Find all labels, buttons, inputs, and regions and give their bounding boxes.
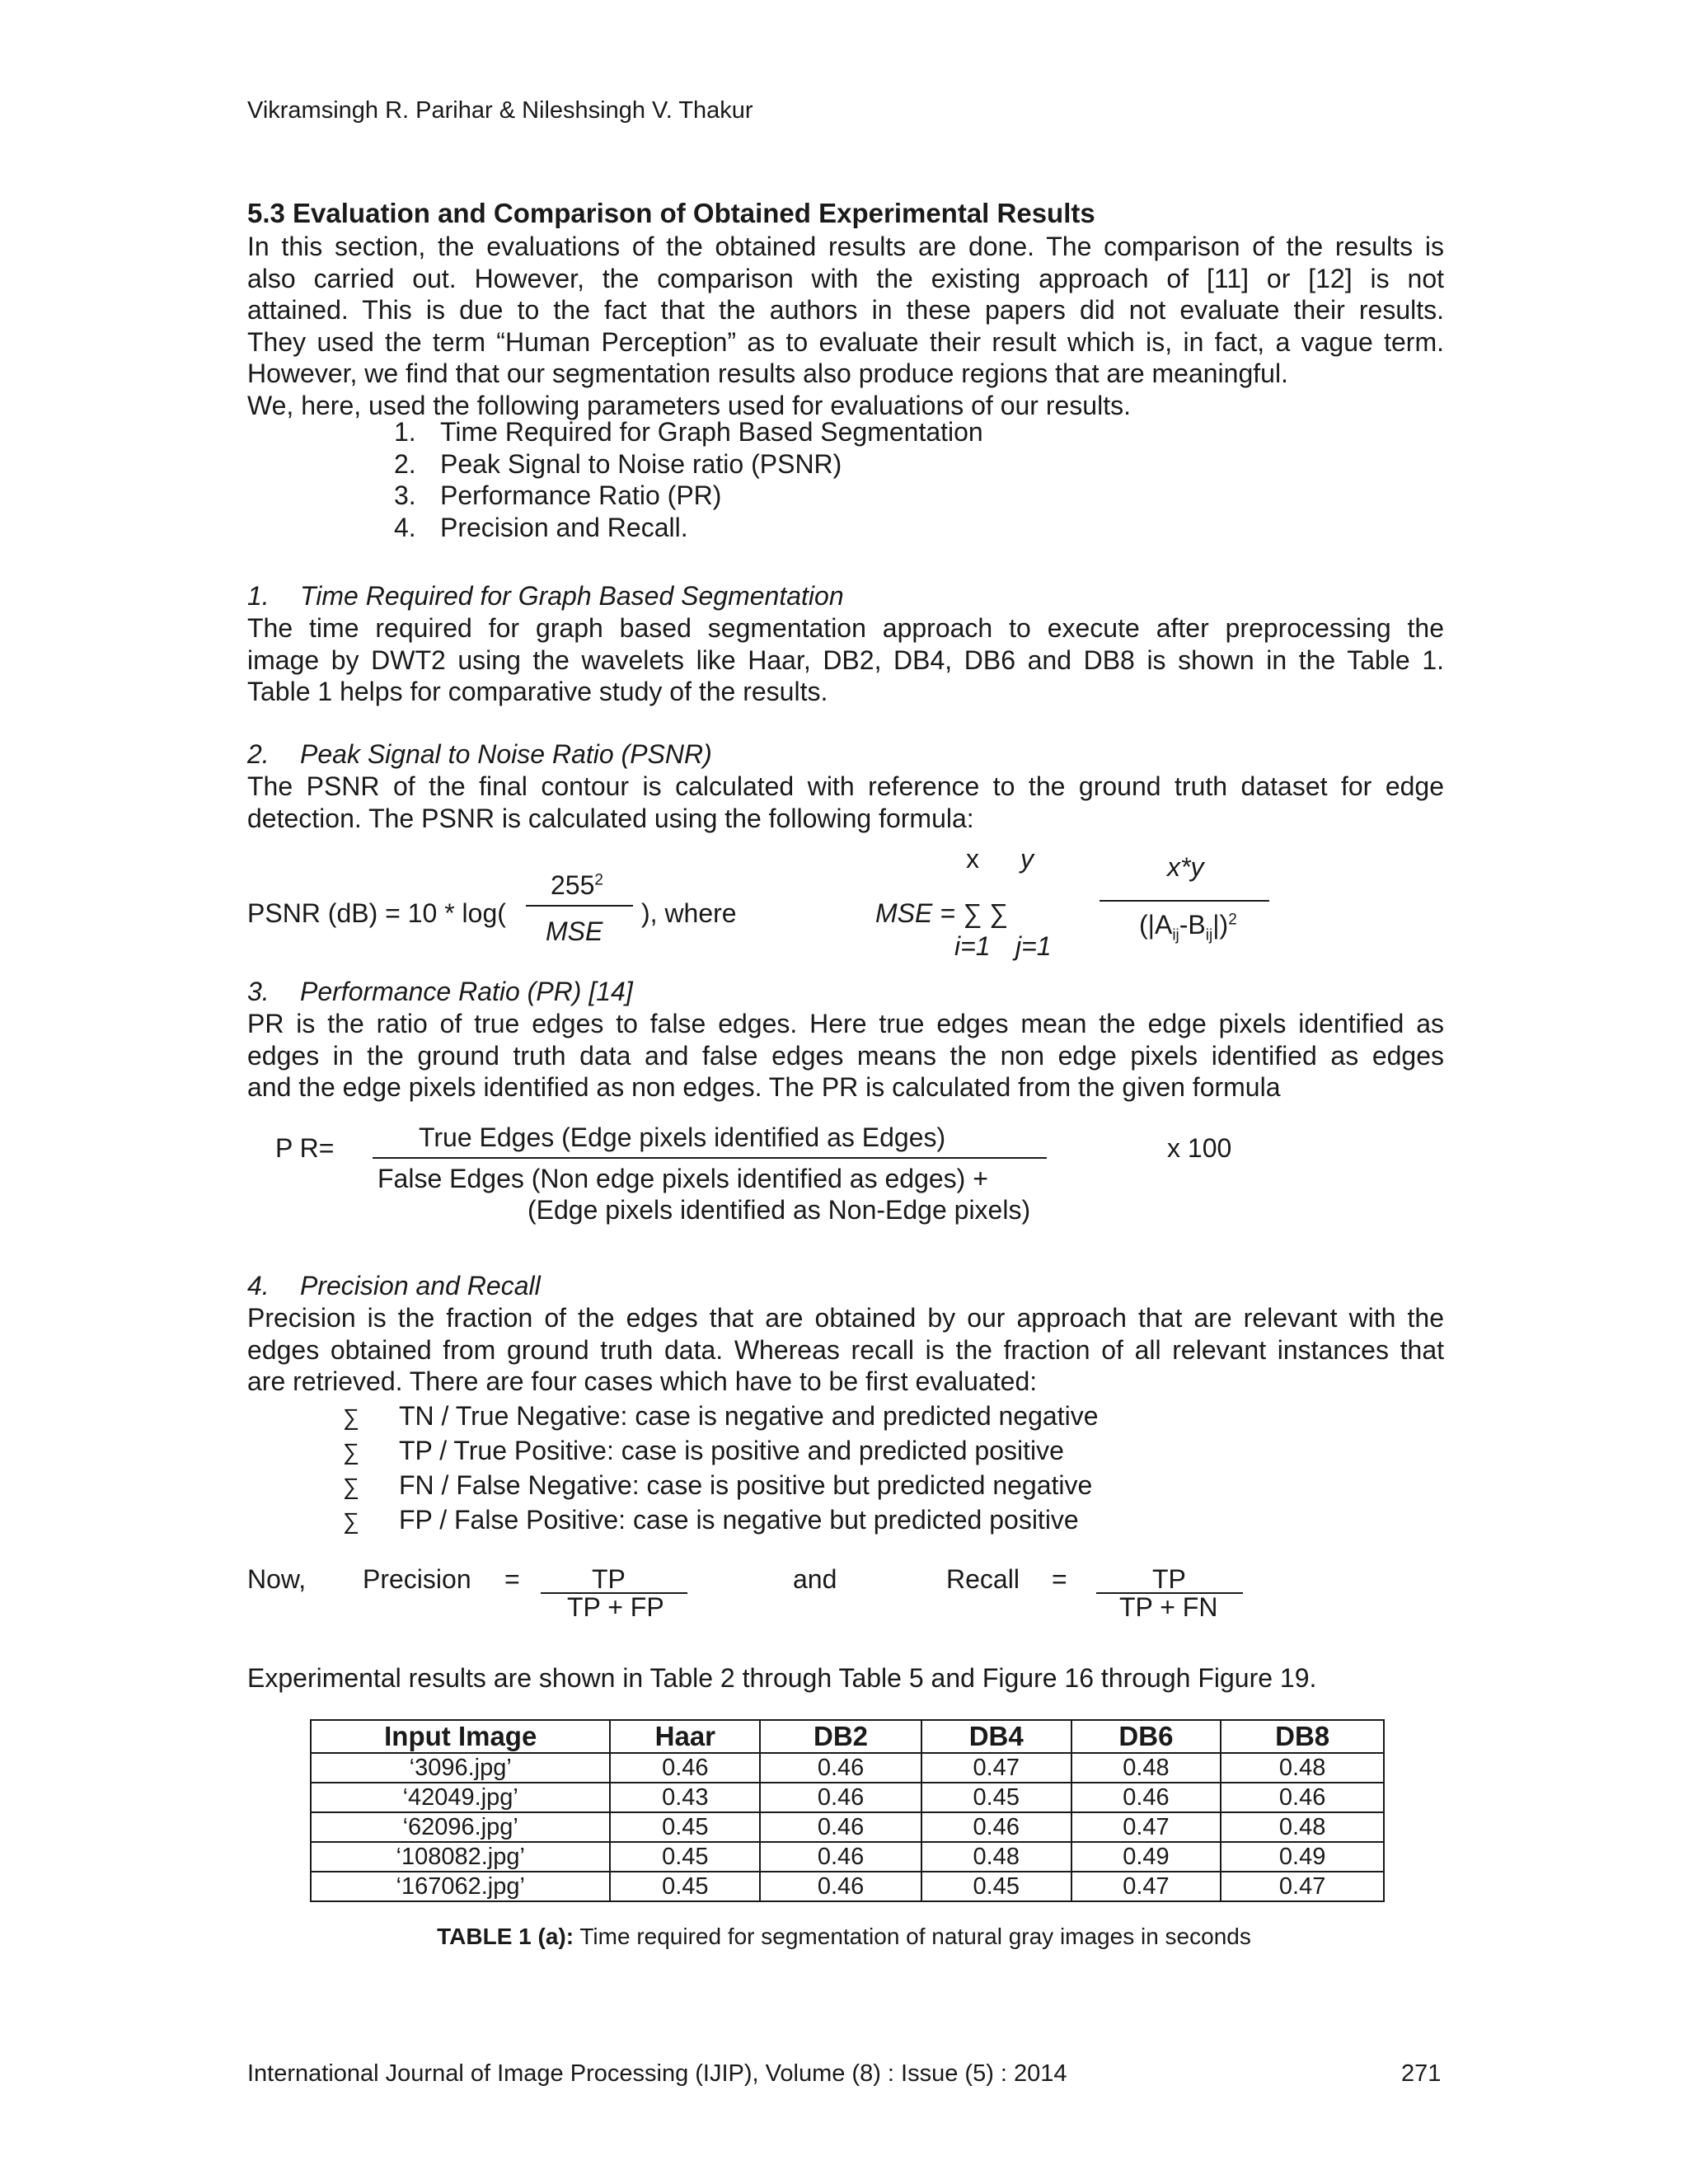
table-cell: 0.47 bbox=[921, 1753, 1071, 1783]
recall-denominator: TP + FN bbox=[1119, 1592, 1218, 1622]
psnr-numerator: $255^2$ bbox=[551, 870, 603, 900]
table-cell: 0.49 bbox=[1071, 1842, 1221, 1872]
psnr-fraction-bar bbox=[526, 905, 633, 907]
now-label: Now, bbox=[247, 1564, 307, 1594]
paragraph-line: image by DWT2 using the wavelets like Haar, DB2, DB4, DB6 and DB8 is shown in the Table 1. bbox=[247, 644, 1444, 675]
sigma-bullet-icon: ∑ bbox=[343, 1439, 359, 1465]
list-item: 1. Time Required for Graph Based Segmentation bbox=[394, 417, 983, 447]
list-item: ∑ TN / True Negative: case is negative and predicted negative bbox=[343, 1399, 1098, 1434]
mse-upper-y: y bbox=[1020, 844, 1034, 874]
pr-multiplier: x 100 bbox=[1167, 1133, 1232, 1163]
table-cell: 0.46 bbox=[921, 1812, 1071, 1842]
table-cell: 0.43 bbox=[610, 1783, 760, 1812]
table-cell: 0.46 bbox=[760, 1872, 921, 1901]
table-cell: 0.47 bbox=[1071, 1872, 1221, 1901]
column-header: DB2 bbox=[760, 1720, 921, 1753]
sigma-bullet-icon: ∑ bbox=[343, 1474, 359, 1499]
running-header: Vikramsingh R. Parihar & Nileshsingh V. Thakur bbox=[247, 97, 753, 124]
precision-equals: = bbox=[504, 1564, 520, 1594]
pr-fraction-bar bbox=[373, 1157, 1047, 1159]
table-row bbox=[311, 1872, 1384, 1901]
mse-lower-j: j=1 bbox=[1015, 931, 1052, 961]
results-note: Experimental results are shown in Table 2 through Table 5 and Figure 16 through Figure 19. bbox=[247, 1663, 1317, 1693]
paragraph-line: edges obtained from ground truth data. Whereas recall is the fraction of all relevant instances that bbox=[247, 1334, 1444, 1365]
column-header: Haar bbox=[610, 1720, 760, 1753]
table-cell: 0.47 bbox=[1221, 1872, 1384, 1901]
table-cell: ‘108082.jpg’ bbox=[311, 1842, 610, 1872]
mse-fraction-bar bbox=[1100, 900, 1269, 902]
and-label: and bbox=[793, 1564, 837, 1594]
table-cell: 0.45 bbox=[610, 1812, 760, 1842]
page-number: 271 bbox=[1401, 2060, 1442, 2087]
pr-denominator-1: False Edges (Non edge pixels identified as edges) + bbox=[377, 1164, 988, 1193]
column-header: Input Image bbox=[311, 1720, 610, 1753]
sigma-bullet-icon: ∑ bbox=[343, 1508, 359, 1534]
table-cell: 0.46 bbox=[760, 1753, 921, 1783]
table-cell: 0.48 bbox=[1221, 1753, 1384, 1783]
column-header: DB8 bbox=[1221, 1720, 1384, 1753]
precision-label: Precision bbox=[363, 1564, 471, 1594]
mse-lower-i: i=1 bbox=[954, 931, 991, 961]
table-cell: 0.45 bbox=[610, 1842, 760, 1872]
section-title: 5.3 Evaluation and Comparison of Obtained Experimental Results bbox=[247, 198, 1095, 228]
intro-line: We, here, used the following parameters used for evaluations of our results. bbox=[247, 390, 1131, 420]
psnr-close: ), where bbox=[641, 898, 737, 928]
table-cell: 0.48 bbox=[921, 1842, 1071, 1872]
list-item: ∑ FN / False Negative: case is positive but predicted negative bbox=[343, 1469, 1098, 1503]
recall-equals: = bbox=[1052, 1564, 1067, 1594]
table-row bbox=[311, 1783, 1384, 1812]
subsection-1-title: 1. Time Required for Graph Based Segmentation bbox=[247, 581, 844, 611]
paragraph-line: The PSNR of the final contour is calculated with reference to the ground truth dataset for edge bbox=[247, 771, 1444, 801]
pr-lhs: P R= bbox=[275, 1133, 335, 1163]
mse-upper-x: x bbox=[966, 844, 979, 874]
table-cell: 0.46 bbox=[760, 1842, 921, 1872]
paragraph-line: are retrieved. There are four cases which have to be first evaluated: bbox=[247, 1366, 1038, 1396]
paragraph-line: PR is the ratio of true edges to false edges. Here true edges mean the edge pixels identified as bbox=[247, 1009, 1444, 1038]
psnr-lhs: PSNR (dB) = 10 * log( bbox=[247, 898, 506, 928]
table-cell: 0.45 bbox=[610, 1872, 760, 1901]
table-cell: ‘167062.jpg’ bbox=[311, 1872, 610, 1901]
table-cell: ‘42049.jpg’ bbox=[311, 1783, 610, 1812]
table-cell: 0.47 bbox=[1071, 1812, 1221, 1842]
subsection-4-title: 4. Precision and Recall bbox=[247, 1271, 541, 1301]
intro-paragraph bbox=[247, 231, 1444, 421]
intro-line: They used the term “Human Perception” as to evaluate their result which is, in fact, a vague term. bbox=[247, 326, 1444, 357]
table-cell: 0.46 bbox=[610, 1753, 760, 1783]
precision-denominator: TP + FP bbox=[567, 1592, 664, 1622]
table-cell: 0.46 bbox=[760, 1812, 921, 1842]
list-item: 2. Peak Signal to Noise ratio (PSNR) bbox=[394, 448, 842, 479]
journal-footer: International Journal of Image Processing (IJIP), Volume (8) : Issue (5) : 2014 bbox=[247, 2060, 1067, 2087]
table-row bbox=[311, 1842, 1384, 1872]
pr-denominator-2: (Edge pixels identified as Non-Edge pixels) bbox=[528, 1195, 1031, 1225]
table-cell: 0.48 bbox=[1071, 1753, 1221, 1783]
list-item: ∑ FP / False Positive: case is negative but predicted positive bbox=[343, 1503, 1098, 1538]
table-cell: 0.46 bbox=[1071, 1783, 1221, 1812]
recall-label: Recall bbox=[946, 1564, 1020, 1594]
table-cell: 0.46 bbox=[1221, 1783, 1384, 1812]
table-row bbox=[311, 1753, 1384, 1783]
list-item: 3. Performance Ratio (PR) bbox=[394, 480, 722, 510]
table-cell: 0.46 bbox=[760, 1783, 921, 1812]
table-cell: 0.45 bbox=[921, 1872, 1071, 1901]
sigma-bullet-icon: ∑ bbox=[343, 1404, 359, 1430]
paragraph-line: detection. The PSNR is calculated using the following formula: bbox=[247, 803, 974, 833]
paragraph-line: The time required for graph based segmentation approach to execute after preprocessing the bbox=[247, 613, 1444, 643]
precision-numerator: TP bbox=[592, 1564, 626, 1594]
column-header: DB6 bbox=[1071, 1720, 1221, 1753]
mse-frac-denominator: $(|A_{ij}-B_{ij}|)^2$ bbox=[1139, 910, 1237, 944]
pr-numerator: True Edges (Edge pixels identified as Edges) bbox=[419, 1122, 946, 1152]
table-cell: ‘3096.jpg’ bbox=[311, 1753, 610, 1783]
paragraph-line: Table 1 helps for comparative study of the results. bbox=[247, 677, 828, 706]
paragraph-line: Precision is the fraction of the edges that are obtained by our approach that are relevant with the bbox=[247, 1303, 1444, 1333]
cases-list bbox=[343, 1399, 1098, 1538]
table-cell: 0.49 bbox=[1221, 1842, 1384, 1872]
mse-frac-numerator: x*y bbox=[1167, 852, 1204, 882]
subsection-3-paragraph bbox=[247, 1008, 1444, 1104]
paragraph-line: and the edge pixels identified as non edges. The PR is calculated from the given formula bbox=[247, 1072, 1281, 1102]
intro-line: also carried out. However, the comparison with the existing approach of [11] or [12] is not bbox=[247, 263, 1444, 293]
table-row bbox=[311, 1812, 1384, 1842]
list-item: ∑ TP / True Positive: case is positive and predicted positive bbox=[343, 1434, 1098, 1469]
intro-line: However, we find that our segmentation results also produce regions that are meaningful. bbox=[247, 359, 1288, 388]
paragraph-line: edges in the ground truth data and false edges means the non edge pixels identified as edges bbox=[247, 1040, 1444, 1071]
recall-numerator: TP bbox=[1152, 1564, 1186, 1594]
table-caption: TABLE 1 (a): Time required for segmentation of natural gray images in seconds bbox=[437, 1924, 1251, 1949]
intro-line: In this section, the evaluations of the obtained results are done. The comparison of the results is bbox=[247, 232, 1444, 261]
results-table bbox=[310, 1719, 1385, 1902]
subsection-2-title: 2. Peak Signal to Noise Ratio (PSNR) bbox=[247, 739, 712, 769]
mse-lhs: MSE = ∑ ∑ bbox=[875, 898, 1008, 928]
subsection-3-title: 3. Performance Ratio (PR) [14] bbox=[247, 977, 633, 1006]
parameter-list bbox=[394, 416, 983, 543]
column-header: DB4 bbox=[921, 1720, 1071, 1753]
subsection-1-paragraph bbox=[247, 612, 1444, 708]
table-cell: ‘62096.jpg’ bbox=[311, 1812, 610, 1842]
subsection-4-paragraph bbox=[247, 1302, 1444, 1398]
list-item: 4. Precision and Recall. bbox=[394, 512, 688, 542]
table-header-row bbox=[311, 1720, 1384, 1753]
subsection-2-paragraph bbox=[247, 771, 1444, 834]
table-cell: 0.48 bbox=[1221, 1812, 1384, 1842]
table-cell: 0.45 bbox=[921, 1783, 1071, 1812]
intro-line: attained. This is due to the fact that the authors in these papers did not evaluate their results. bbox=[247, 295, 1444, 325]
psnr-denominator: MSE bbox=[546, 916, 603, 946]
